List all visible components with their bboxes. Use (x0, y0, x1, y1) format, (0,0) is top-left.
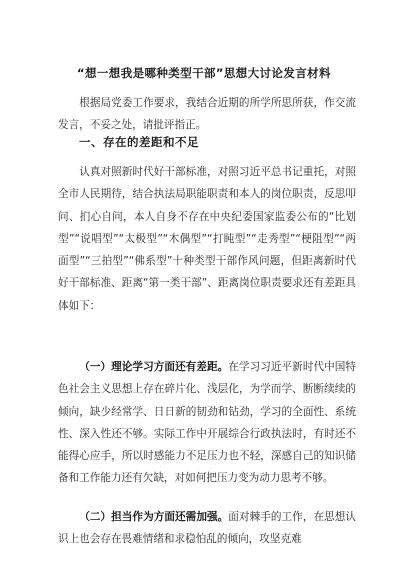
subsection2-title: （二）担当作为方面还需加强。 (79, 511, 229, 523)
subsection2-body: 面对棘手的工作，在思想认识上也会存在畏难情绪和求稳怕乱的倾向，攻坚克难 (58, 511, 357, 546)
subsection1-title: （一）理论学习方面还有差距。 (79, 361, 229, 373)
section-heading-1: 一、存在的差距和不足 (79, 135, 199, 149)
subsection1-body: 在学习习近平新时代中国特色社会主义思想上存在碎片化、浅层化，为学而学、断断续续的倾向，缺少经常学、日日新的韧劲和钻劲，学习的全面性、系统性、深入性还不够。实际工作中开展综合行政执法时，有时还不能得心应手，所以时感能力不足压力也不轻，深感自己的知识储备和工作能力还有欠缺，对如何把压力变为动力思考不够。 (58, 361, 357, 485)
section1-paragraph: 认真对照新时代好干部标准，对照习近平总书记重托，对照全市人民期待，结合执法局职能职责和本人的岗位职责，反思叩问、扪心自问，本人自身不存在中央纪委国家监委公布的“比划型”“说唱型”“太极型”“木偶型”“打盹型”“走秀型”“梗阻型”“两面型”“三拍型”“佛系型”十种类型干部作风问题，但距离新时代好干部标准、距离“第一类干部”、距离岗位职责要求还有差距具体如下： (58, 166, 356, 312)
subsection1-paragraph (58, 356, 356, 490)
document-title: “想一想我是哪种类型干部”思想大讨论发言材料 (77, 66, 331, 80)
intro-paragraph: 根据局党委工作要求，我结合近期的所学所思所获，作交流发言，不妥之处，请批评指正。 (58, 97, 356, 132)
subsection2-paragraph (58, 506, 356, 551)
